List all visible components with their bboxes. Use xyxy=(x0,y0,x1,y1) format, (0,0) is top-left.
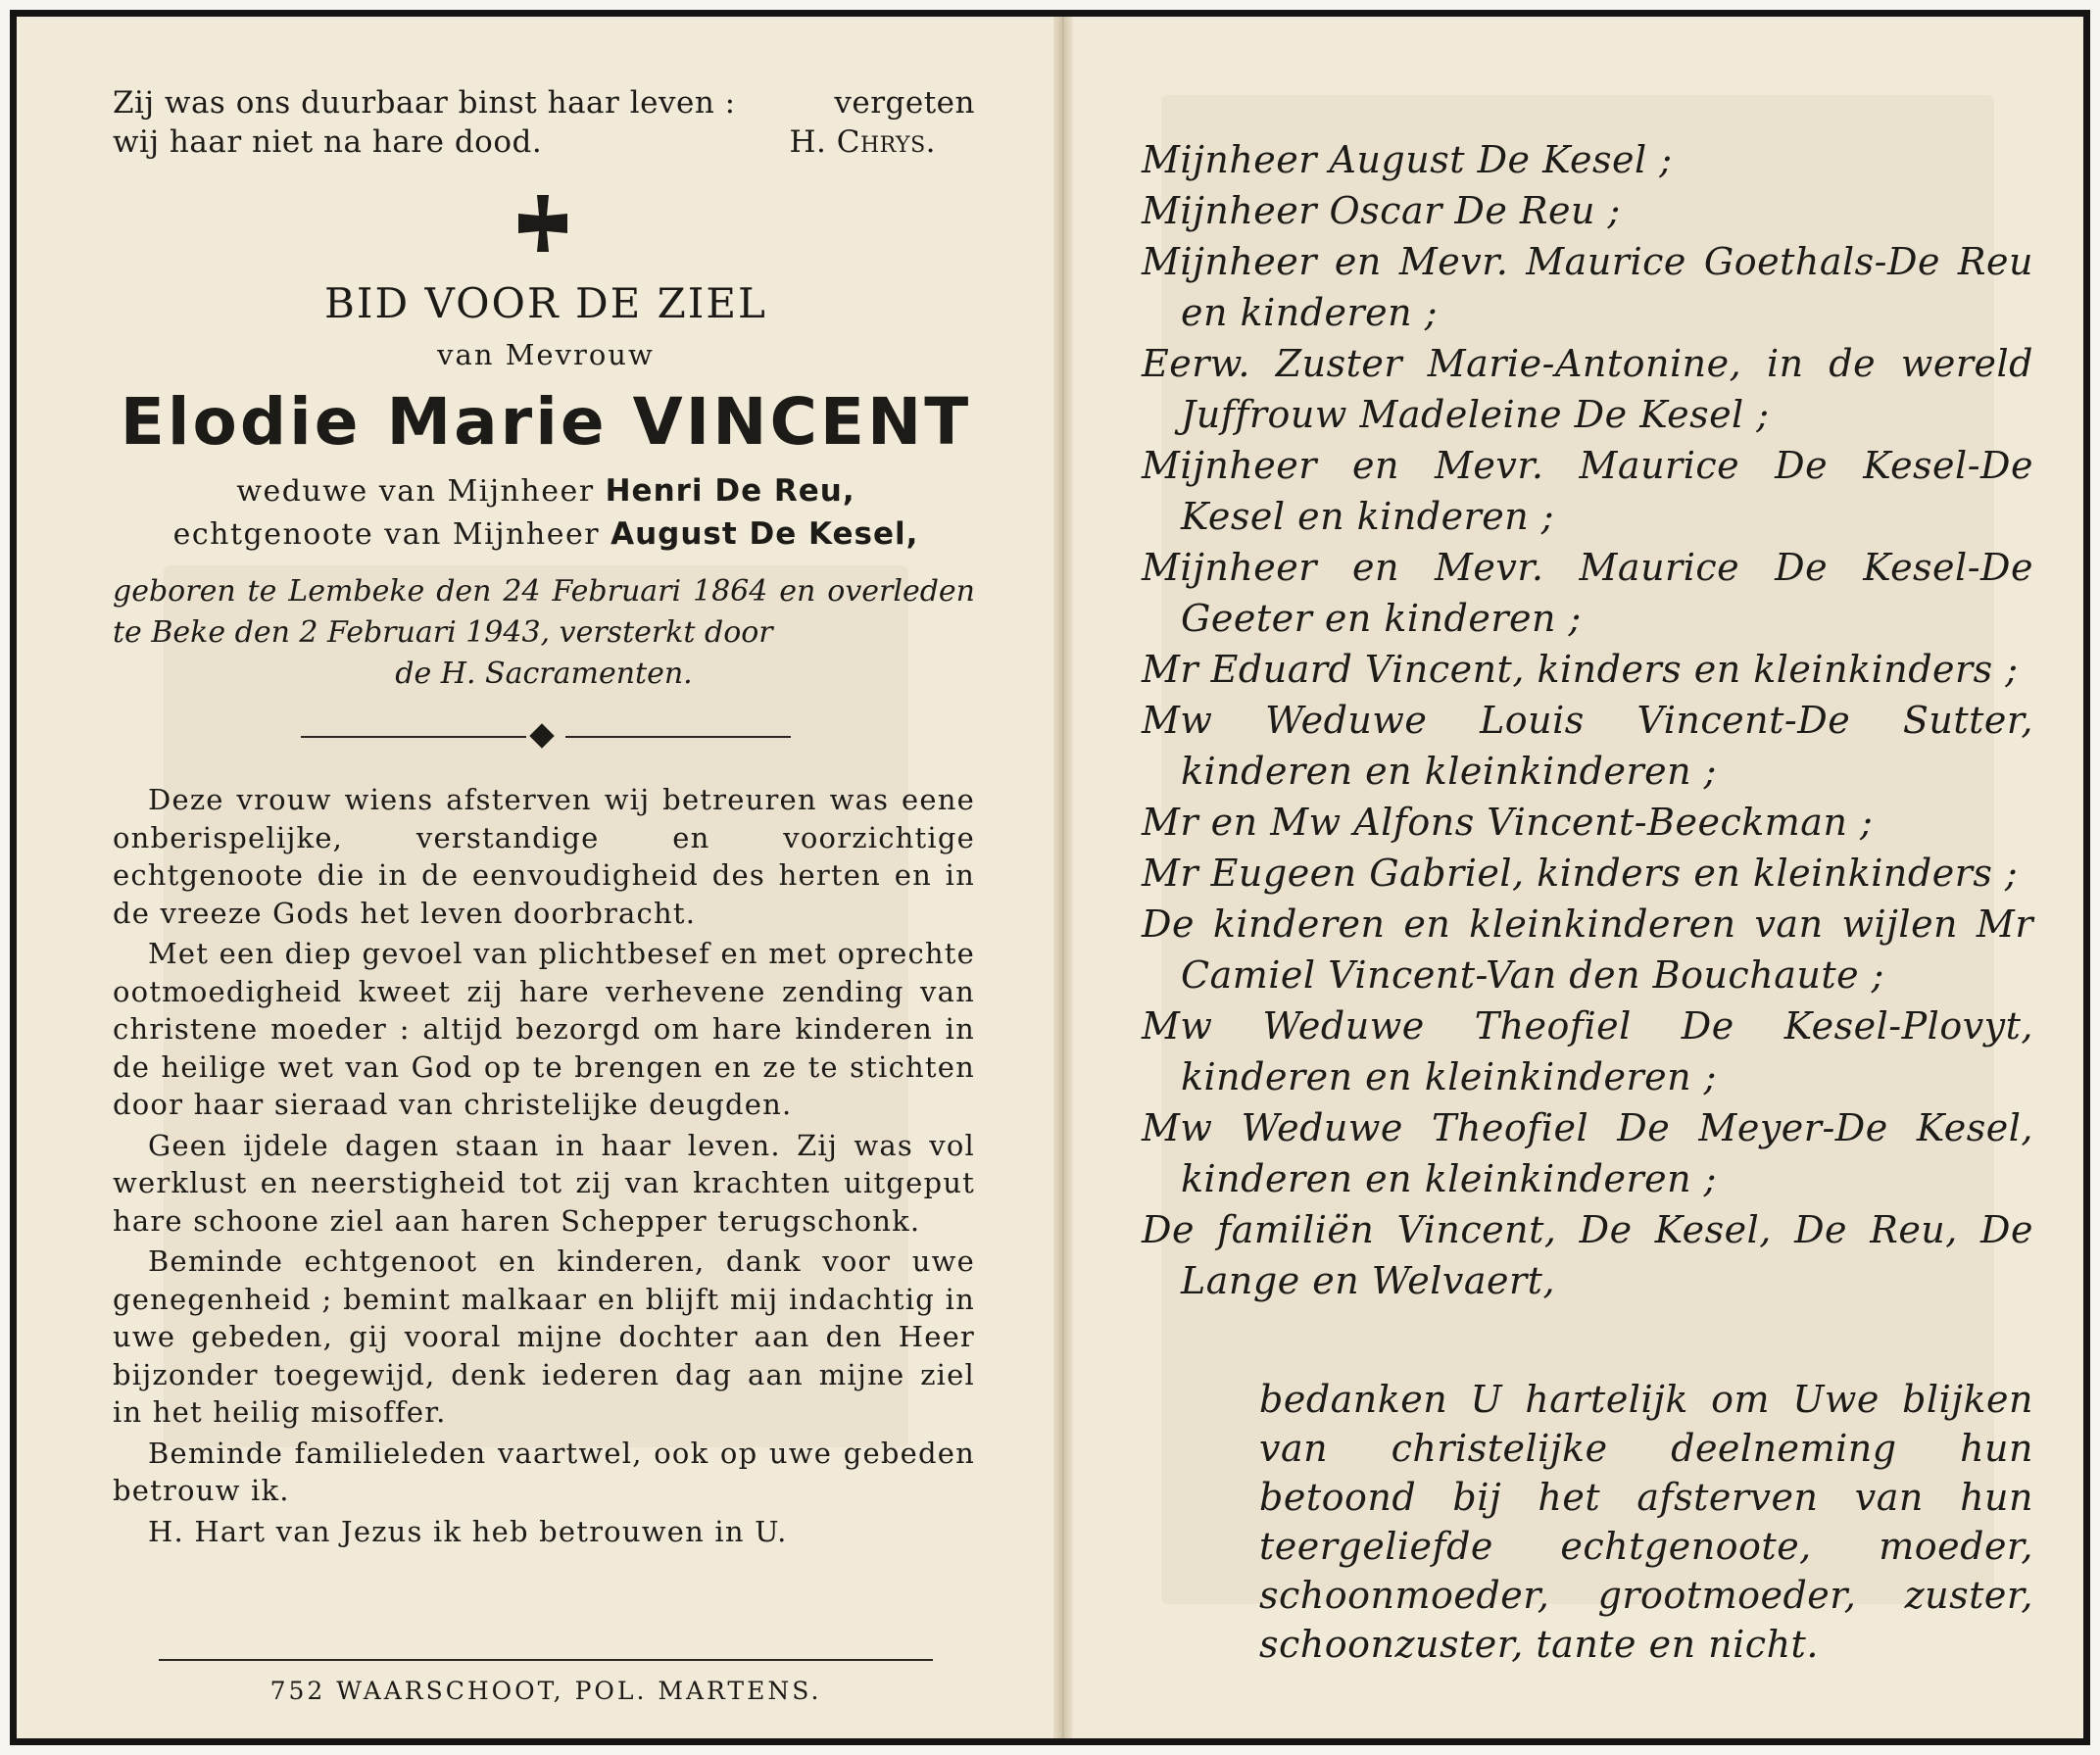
birth-death-main: geboren te Lembeke den 24 Februari 1864 en overleden te Beke den 2 Februari 1943, versterkt door xyxy=(113,574,975,650)
opening-quote xyxy=(113,83,975,162)
family-entry: Mw Weduwe Theofiel De Kesel-Plovyt, kinderen en kleinkinderen ; xyxy=(1142,1004,2033,1098)
title-subline: van Mevrouw xyxy=(437,338,655,371)
eulogy-paragraph: Geen ijdele dagen staan in haar leven. Zij was vol werklust en neerstigheid tot zij van krachten uitgeput hare schoone ziel aan haren Schepper terugschonk. xyxy=(113,1128,975,1238)
divider-left xyxy=(301,736,526,738)
eulogy-paragraph: Met een diep gevoel van plichtbesef en met oprechte ootmoedigheid kweet zij hare verhevene zending van christene moeder : altijd bezorgd om hare kinderen in de heilige wet van God op te brengen en ze te stichten door haar sieraad van christelijke deugden. xyxy=(113,937,975,1121)
card-fold xyxy=(1053,17,1073,1738)
family-list xyxy=(1142,134,2033,1306)
eulogy-text xyxy=(113,781,975,1553)
family-entry: Mijnheer en Mevr. Maurice De Kesel-De Geeter en kinderen ; xyxy=(1142,546,2033,640)
right-panel xyxy=(1073,17,2090,1738)
spouse-line xyxy=(75,516,1016,552)
family-entry: Eerw. Zuster Marie-Antonine, in de wereld Juffrouw Madeleine De Kesel ; xyxy=(1142,342,2033,436)
family-entry: De familiën Vincent, De Kesel, De Reu, De Lange en Welvaert, xyxy=(1142,1208,2033,1302)
birth-death-last: de H. Sacramenten. xyxy=(395,657,693,691)
printer-footer: 752 WAARSCHOOT, POL. MARTENS. xyxy=(269,1677,822,1705)
eulogy-paragraph: Beminde familieleden vaartwel, ook op uwe gebeden betrouw ik. xyxy=(113,1436,975,1507)
quote-source: H. Chrys. xyxy=(789,124,936,160)
quote-line-1: Zij was ons duurbaar binst haar leven : xyxy=(113,85,736,121)
eulogy-paragraph: Deze vrouw wiens afsterven wij betreuren was eene onberispelijke, verstandige en voorzichtige echtgenoote die in de eenvoudigheid des herten en in de vreeze Gods het leven doorbracht. xyxy=(113,783,975,930)
left-panel xyxy=(17,17,1053,1738)
family-entry: Mijnheer August De Kesel ; xyxy=(1142,138,1673,181)
widow-prefix: weduwe van Mijnheer xyxy=(236,474,595,509)
widow-line xyxy=(75,473,1016,509)
eulogy-paragraph: Beminde echtgenoot en kinderen, dank voor uwe genegenheid ; bemint malkaar en blijft mij indachtig in uwe gebeden, gij vooral mijne dochter aan den Heer bijzonder toegewijd, denk iederen dag aan mijne ziel in het heilig misoffer. xyxy=(113,1244,975,1429)
family-entry: De kinderen en kleinkinderen van wijlen Mr Camiel Vincent-Van den Bouchaute ; xyxy=(1142,902,2033,997)
widow-name: Henri De Reu, xyxy=(605,473,855,509)
divider-right xyxy=(565,736,791,738)
prayer-title: BID VOOR DE ZIEL xyxy=(324,279,767,327)
family-entry: Mijnheer Oscar De Reu ; xyxy=(1142,189,1621,232)
quote-line-1-end: vergeten xyxy=(834,85,975,121)
spouse-prefix: echtgenoote van Mijnheer xyxy=(172,517,601,552)
thanks-text: bedanken U hartelijk om Uwe blijken van christelijke deelneming hun betoond bij het afsterven van hun teergeliefde echtgenoote, moeder, schoonmoeder, grootmoeder, zuster, schoonzuster, tante en nicht. xyxy=(1259,1378,2033,1666)
family-entry: Mijnheer en Mevr. Maurice Goethals-De Reu en kinderen ; xyxy=(1142,240,2033,334)
family-entry: Mr Eugeen Gabriel, kinders en kleinkinders ; xyxy=(1142,852,2019,895)
family-entry: Mr Eduard Vincent, kinders en kleinkinders ; xyxy=(1142,648,2019,691)
cross-icon xyxy=(511,191,575,256)
family-entry: Mijnheer en Mevr. Maurice De Kesel-De Kesel en kinderen ; xyxy=(1142,444,2033,538)
quote-line-2: wij haar niet na hare dood. xyxy=(113,124,543,160)
family-entry: Mw Weduwe Louis Vincent-De Sutter, kinderen en kleinkinderen ; xyxy=(1142,699,2033,793)
eulogy-paragraph: H. Hart van Jezus ik heb betrouwen in U. xyxy=(148,1514,788,1548)
family-entry: Mw Weduwe Theofiel De Meyer-De Kesel, kinderen en kleinkinderen ; xyxy=(1142,1106,2033,1200)
family-entry: Mr en Mw Alfons Vincent-Beeckman ; xyxy=(1142,801,1874,844)
deceased-name: Elodie Marie VINCENT xyxy=(120,384,972,460)
birth-death-text xyxy=(113,571,975,695)
memorial-card xyxy=(10,10,2090,1745)
spouse-name: August De Kesel, xyxy=(610,516,919,552)
footer-rule xyxy=(159,1659,933,1661)
